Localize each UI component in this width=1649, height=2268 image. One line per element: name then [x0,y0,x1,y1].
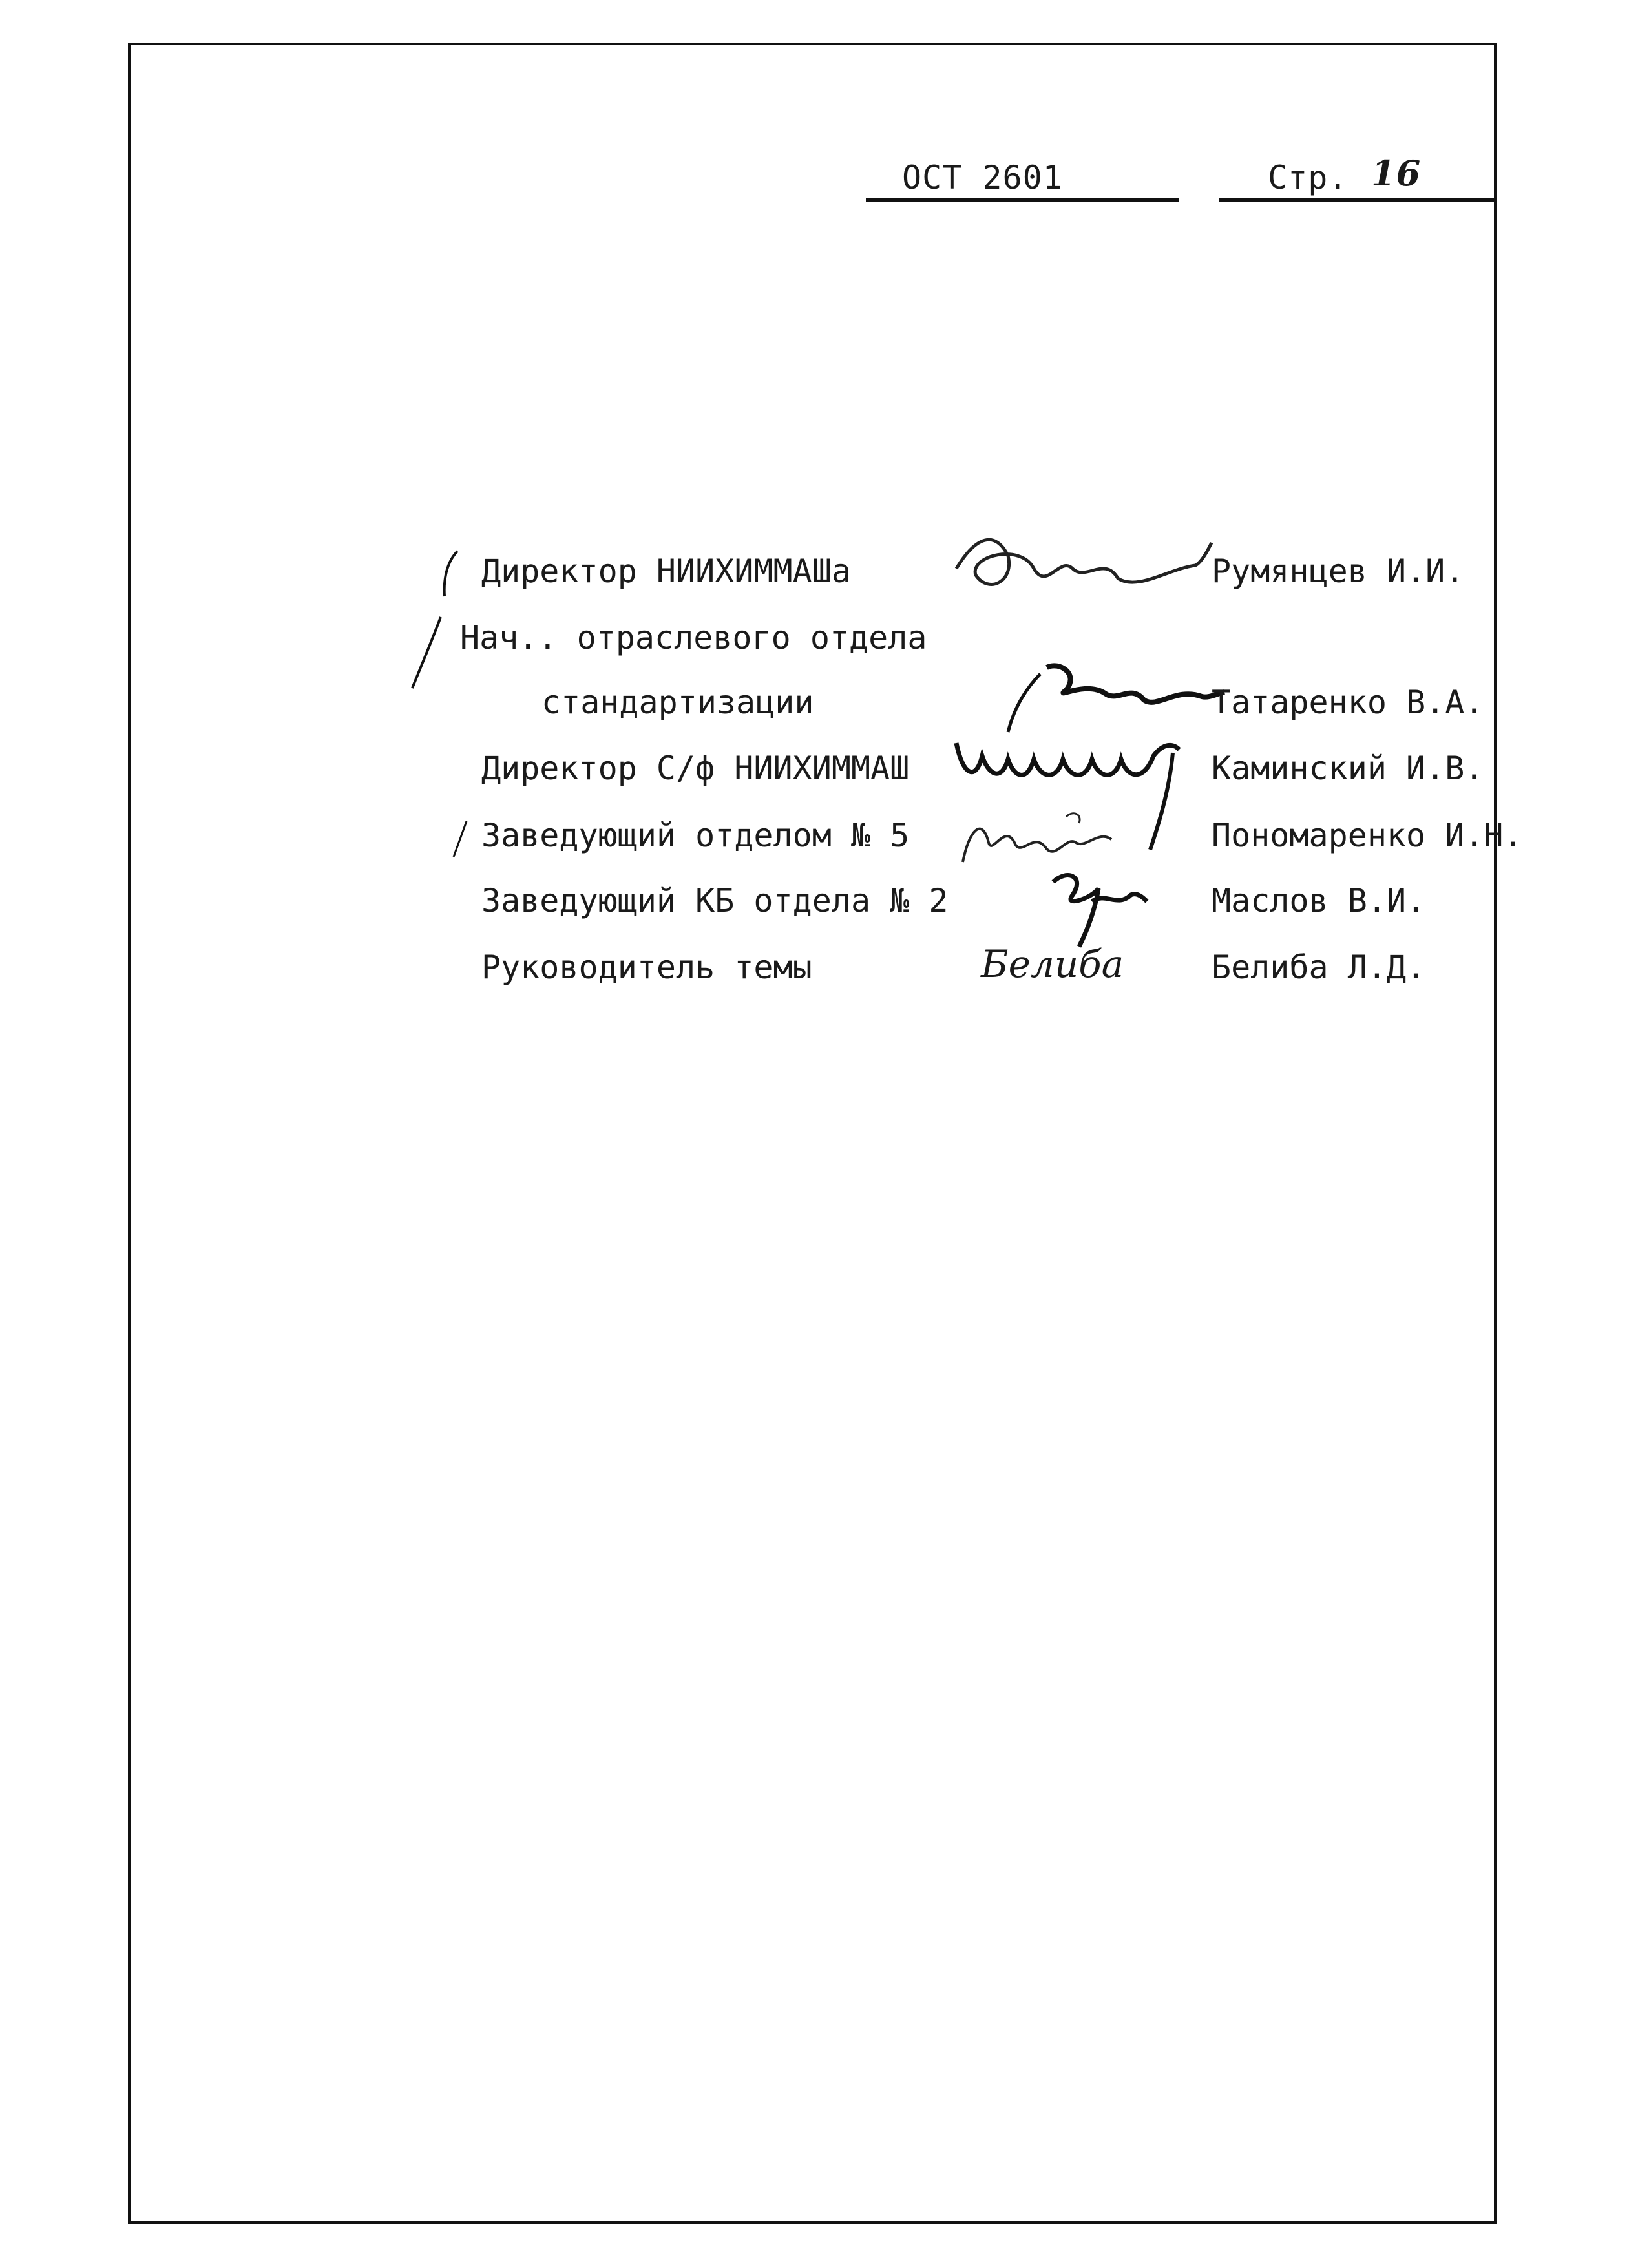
signature-row [0,750,1649,801]
signer-position: Нач.. отраслевого отдела [460,619,927,656]
signature-row [0,882,1649,934]
signer-name: Маслов В.И. [1212,882,1426,919]
signer-position: Заведующий КБ отдела № 2 [481,882,949,919]
page-number-underline [1219,198,1497,202]
pen-mark [438,548,464,600]
signer-name: Пономаренко И.Н. [1212,817,1523,854]
standard-code-underline [866,198,1179,202]
handwritten-signature [1027,863,1157,953]
signer-position: Руководитель темы [481,949,812,986]
signature-row [0,552,1649,604]
signer-position: Директор НИИХИММАШа [481,552,851,590]
signer-name: Татаренко В.А. [1212,684,1484,721]
signer-name: Румянцев И.И. [1212,552,1465,590]
signer-name: Каминский И.В. [1212,750,1484,787]
signer-name: Белиба Л.Д. [1212,949,1426,986]
pen-mark [408,614,447,691]
page-number: 16 [1371,152,1422,194]
pen-mark [447,818,473,863]
signer-position: стандартизации [541,684,814,721]
signer-position: Заведующий отделом № 5 [481,817,910,854]
page-frame [128,43,1497,2224]
signature-row [0,942,1649,1000]
standard-code: ОСТ 2601 [902,159,1063,196]
page-label: Стр. [1268,159,1349,196]
handwritten-signature [950,530,1221,607]
signature-row [0,684,1649,735]
signature-row [0,817,1649,868]
signature-row [0,619,1649,671]
signer-position: Директор С/ф НИИХИММАШ [481,750,910,787]
handwritten-signature: Белиба [981,942,1124,986]
